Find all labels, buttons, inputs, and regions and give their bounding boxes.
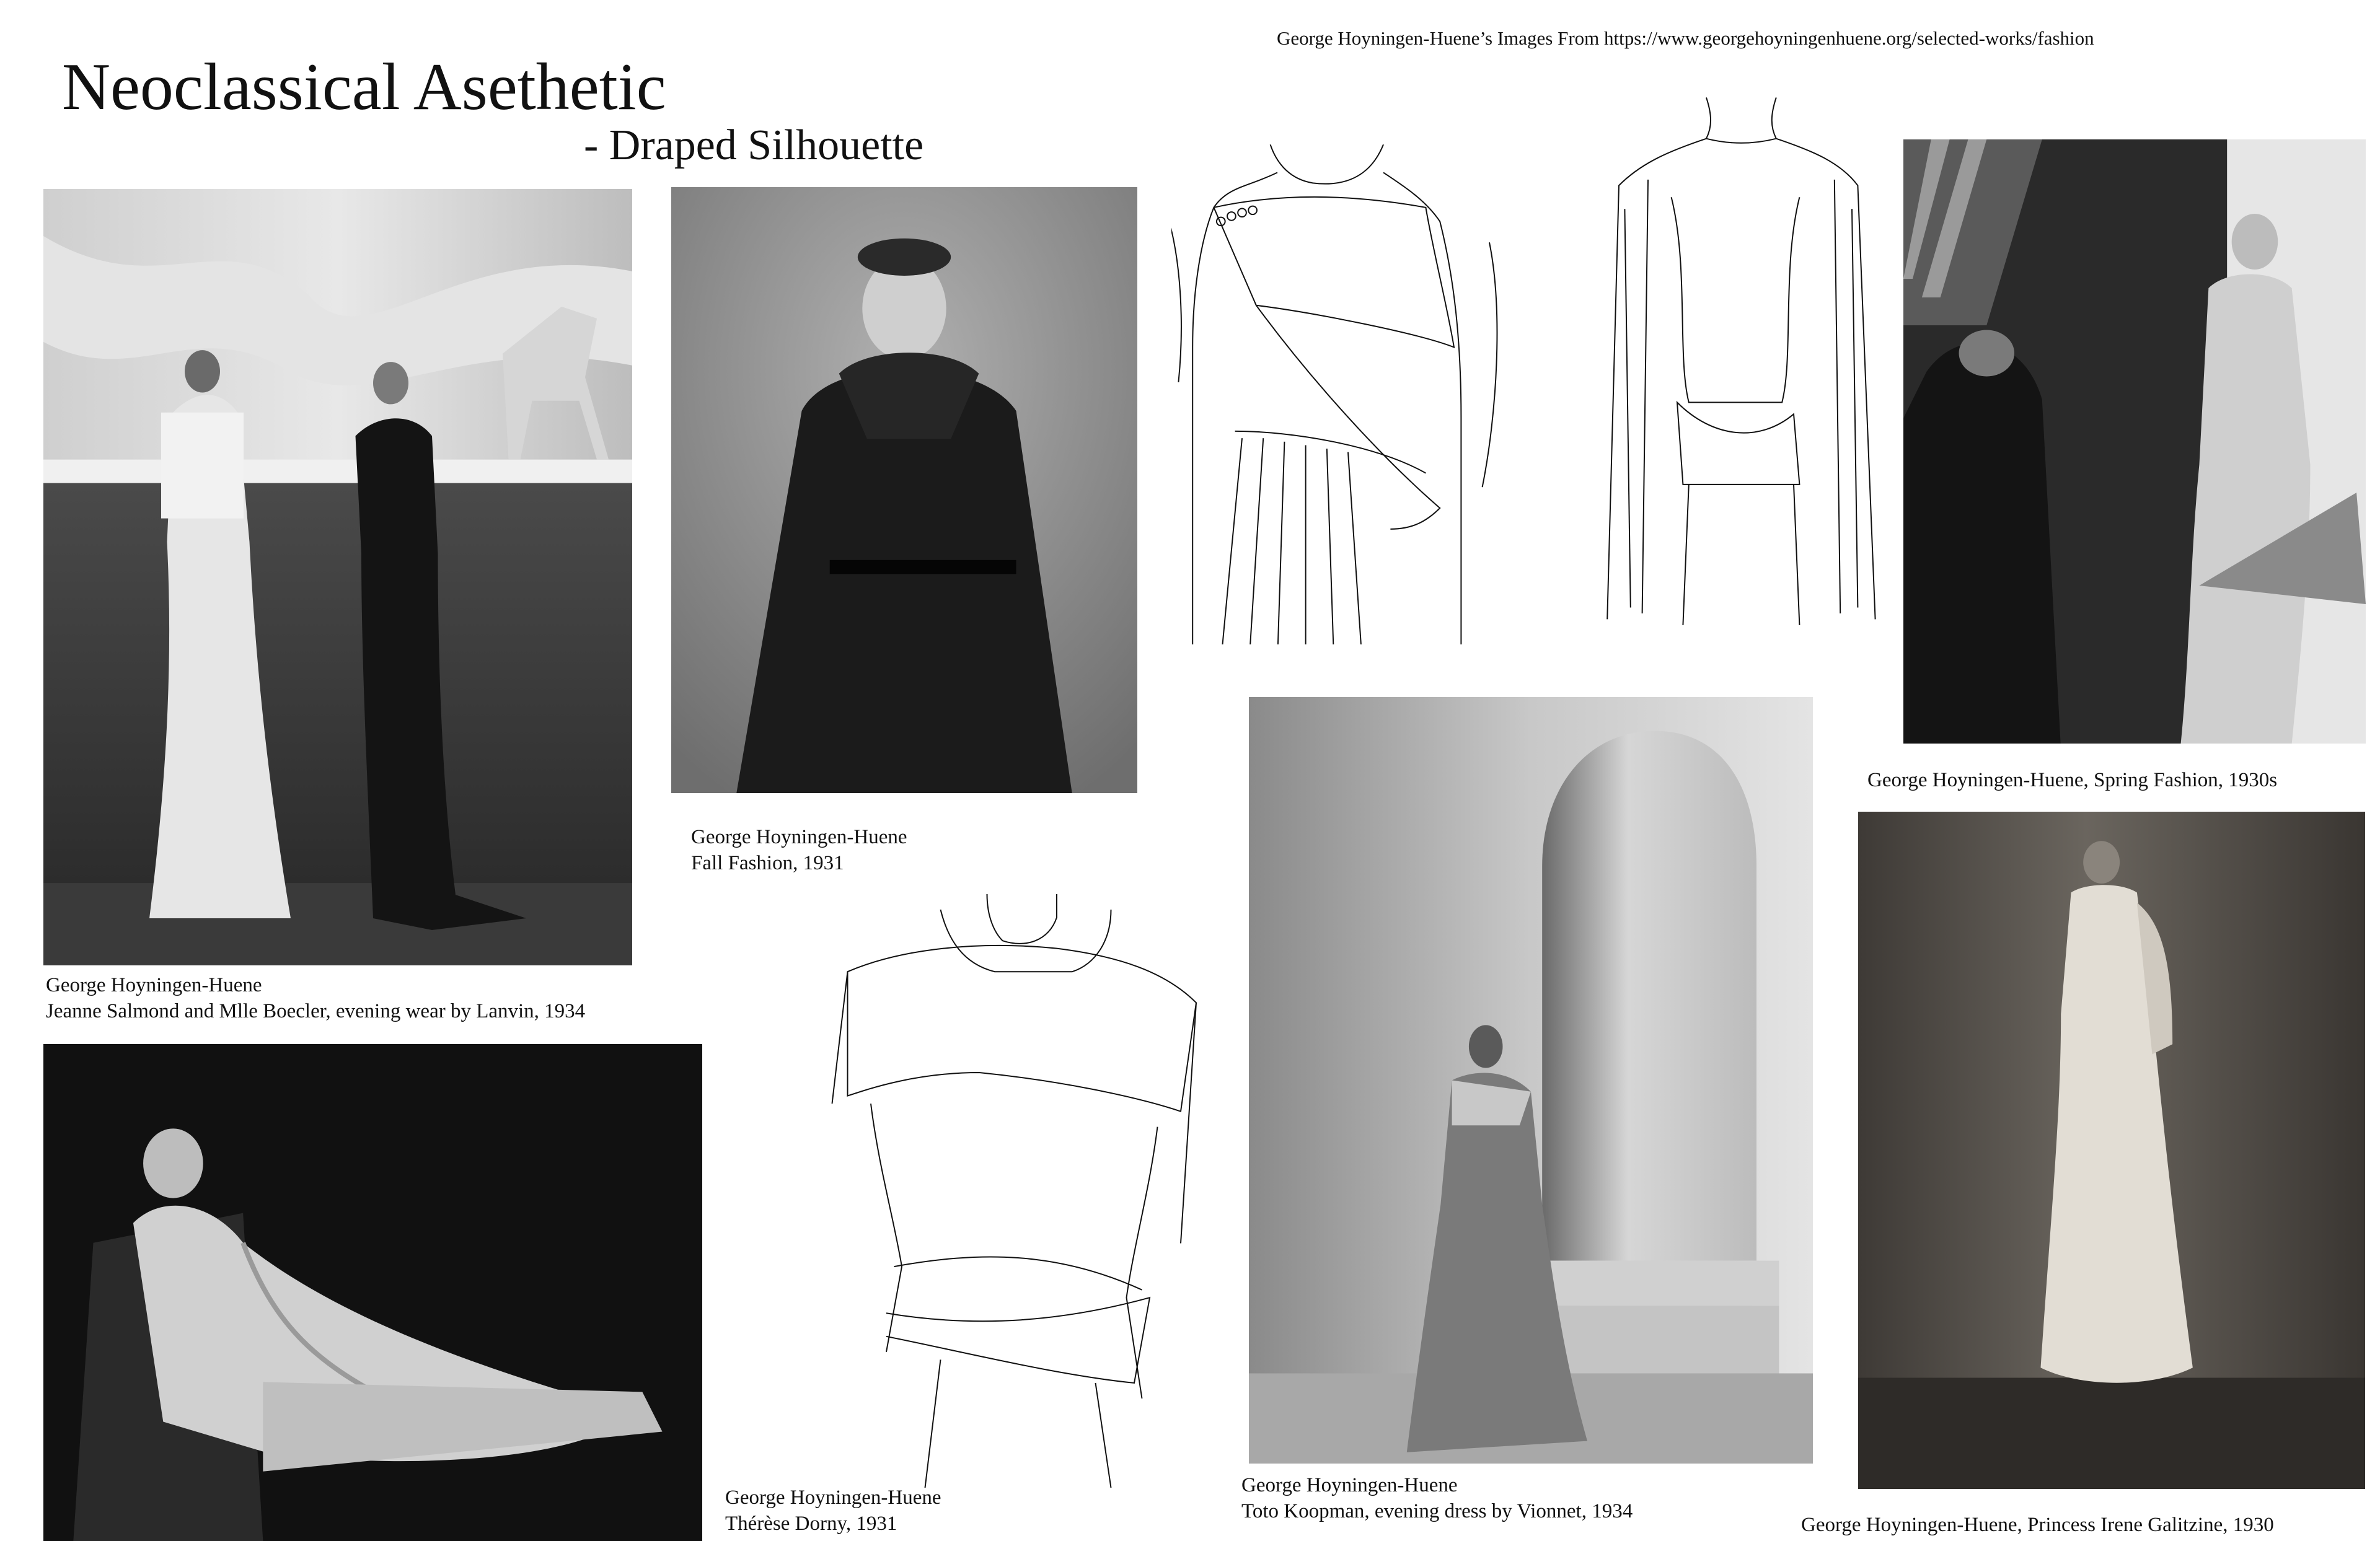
photo-lanvin-evening-wear xyxy=(43,189,632,965)
caption-therese-dorny-line1: George Hoyningen-Huene xyxy=(725,1486,941,1509)
sketch-off-shoulder-drape xyxy=(824,894,1212,1488)
caption-spring-fashion-line1: George Hoyningen-Huene, Spring Fashion, 1930s xyxy=(1867,769,2278,791)
board-subtitle: - Draped Silhouette xyxy=(584,121,924,169)
photo-spring-fashion xyxy=(1903,139,2366,744)
photo-princess-irene-galitzine xyxy=(1858,812,2365,1489)
caption-toto-koopman-line1: George Hoyningen-Huene xyxy=(1241,1474,1458,1496)
sketch-draped-back-view xyxy=(1171,138,1525,644)
caption-lanvin xyxy=(46,972,585,1024)
caption-princess-galitzine-line1: George Hoyningen-Huene, Princess Irene Galitzine, 1930 xyxy=(1801,1514,2274,1536)
caption-fall-fashion-line1: George Hoyningen-Huene xyxy=(691,826,907,848)
caption-princess-galitzine xyxy=(1801,1512,2274,1538)
board-title: Neoclassical Asethetic xyxy=(62,50,666,124)
caption-spring-fashion xyxy=(1867,767,2277,793)
caption-therese-dorny-line2: Thérèse Dorny, 1931 xyxy=(725,1512,897,1535)
photo-fall-fashion xyxy=(671,187,1137,793)
image-credit: George Hoyningen-Huene’s Images From https://www.georgehoyningenhuene.org/selected-works/fashion xyxy=(1277,27,2094,49)
caption-fall-fashion-line2: Fall Fashion, 1931 xyxy=(691,852,844,875)
caption-lanvin-line2: Jeanne Salmond and Mlle Boecler, evening wear by Lanvin, 1934 xyxy=(46,1000,586,1023)
caption-lanvin-line1: George Hoyningen-Huene xyxy=(46,974,262,996)
caption-therese-dorny xyxy=(725,1485,941,1537)
photo-toto-koopman-vionnet xyxy=(1249,697,1813,1464)
photo-therese-dorny-reclining xyxy=(43,1044,702,1541)
caption-toto-koopman xyxy=(1241,1472,1633,1524)
caption-fall-fashion xyxy=(691,824,907,876)
caption-toto-koopman-line2: Toto Koopman, evening dress by Vionnet, 1934 xyxy=(1241,1500,1633,1523)
sketch-front-view-cape xyxy=(1590,92,1881,678)
